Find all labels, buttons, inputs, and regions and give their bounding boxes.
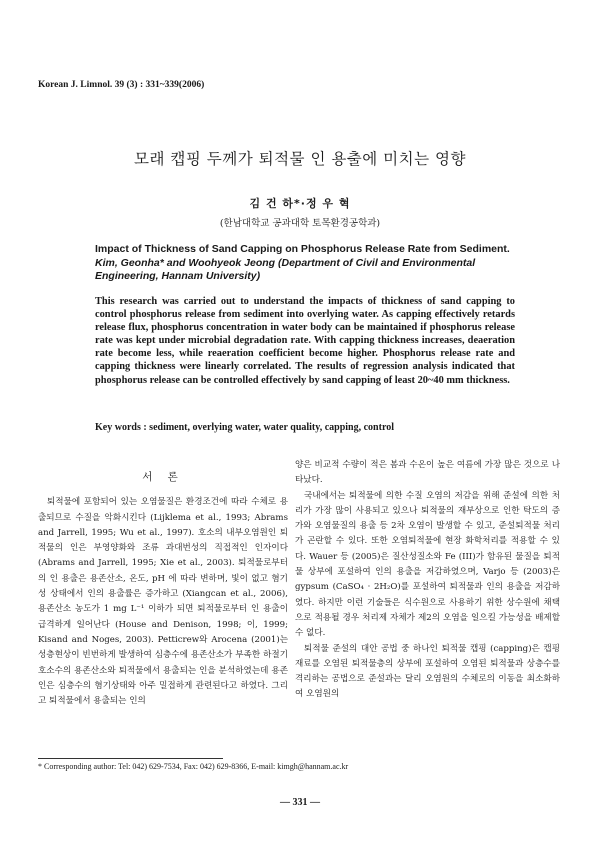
body-paragraph: 퇴적물 준설의 대안 공법 중 하나인 퇴적물 캡핑 (capping)은 캡핑 재료를 오염된 퇴적물층의 상부에 포설하여 오염된 퇴적물과 상층수를 격리하는 공법으로 준설과는 달리 오염원의 수체로의 이동을 최소화하여 오염원의 — [295, 643, 560, 700]
page-number: — 331 — — [280, 797, 320, 808]
paper-title-korean: 모래 캡핑 두께가 퇴적물 인 용출에 미치는 영향 — [134, 150, 466, 168]
authors-english: Kim, Geonha* and Woohyeok Jeong (Department of Civil and Environmental Engineering, Hannam University) — [95, 256, 476, 282]
body-paragraph: 퇴적물에 포함되어 있는 오염물질은 환경조건에 따라 수체로 용출되므로 수질을 악화시킨다 (Lijklema et al., 1993; Abrams and Jarrell, 1995; Wu et al., 1997). 호소의 내부오염원인 퇴적물의 인은 부영양화와 조류 과대번성의 직접적인 인자이다 (Abrams and Jarrell, 1995; Xie et al., 2003). 퇴적물로부터의 인 용출은 용존산소, 온도, pH 에 따라 변하며, 빛이 없고 혐기성 상태에서 인의 용출률은 증가하고 (Xiangcan et al., 2006), 용존산소 농도가 1 mg L⁻¹ 이하가 되면 퇴적물로부터 인 용출이 급격하게 일어난다 (House and Denison, 1998; 이, 1999; Kisand and Noges, 2003). Petticrew와 Arocena (2001)는 성층현상이 빈번하게 발생하여 심층수에 용존산소가 부족한 하절기 호소수의 용존산소와 퇴적물에서 용출되는 인을 분석하였는데 용존인은 심층수의 혐기상태와 아주 밀접하게 관련된다고 하였다. 그리고 퇴적물에서 용출되는 인의 — [38, 497, 288, 707]
body-paragraph: 양은 비교적 수량이 적은 봄과 수온이 높은 여름에 가장 많은 것으로 나타났다. — [295, 460, 560, 486]
paper-title-english: Impact of Thickness of Sand Capping on Phosphorus Release Rate from Sediment. — [95, 243, 510, 255]
footnote-divider — [38, 758, 223, 759]
right-column — [295, 458, 560, 703]
keywords-line — [95, 422, 515, 433]
journal-citation: Korean J. Limnol. 39 (3) : 331~339(2006) — [38, 80, 205, 90]
keywords-list: sediment, overlying water, water quality, capping, control — [149, 422, 394, 433]
section-heading-introduction: 서 론 — [142, 471, 184, 483]
footnote-corresponding-author: * Corresponding author: Tel: 042) 629-7534, Fax: 042) 629-8366, E-mail: kimgh@hannam.ac.kr — [38, 762, 349, 771]
keywords-label: Key words : — [95, 422, 147, 433]
body-paragraph: 국내에서는 퇴적물에 의한 수질 오염의 저감을 위해 준설에 의한 처리가 가장 많이 사용되고 있으나 퇴적물의 재부상으로 인한 탁도의 증가와 오염물질의 용출 등 2차 오염이 발생할 수 있고, 준설퇴적물 처리가 곤란할 수 있다. 또한 오염퇴적물에 현장 화학처리를 적용할 수 있다. Wauer 등 (2005)은 질산성질소와 Fe (III)가 함유된 물질을 퇴적물 상부에 포설하여 인의 용출을 저감하였으며, Varjo 등 (2003)은 gypsum (CaSO₄ · 2H₂O)를 포설하여 퇴적물과 인의 용출을 저감하였다. 하지만 이런 기술들은 식수원으로 사용하기 위한 상수원에 채택으로 적용될 경우 처리제 자체가 제2의 오염을 일으킬 가능성을 배제할 수 없다. — [295, 490, 560, 639]
english-title-block — [95, 243, 515, 284]
left-column — [38, 458, 288, 709]
affiliation-korean: (한남대학교 공과대학 토목환경공학과) — [219, 218, 381, 229]
authors-korean: 김 건 하*·정 우 혁 — [249, 197, 351, 210]
abstract: This research was carried out to understand the impacts of thickness of sand capping to control phosphorus release from sediment into overlying water. As capping effectively retards release flux, phosphorus concentration in water body can be maintained if phosphorus release rate was kept under microbial degradation rate. With capping thickness increases, deaeration rate become less, while reaeration coefficient become higher. Phosphorus release rate and capping thickness were linearly correlated. The results of regression analysis indicated that phosphorus release can be controlled effectively by sand capping of least 20~40 mm thickness. — [95, 296, 515, 386]
